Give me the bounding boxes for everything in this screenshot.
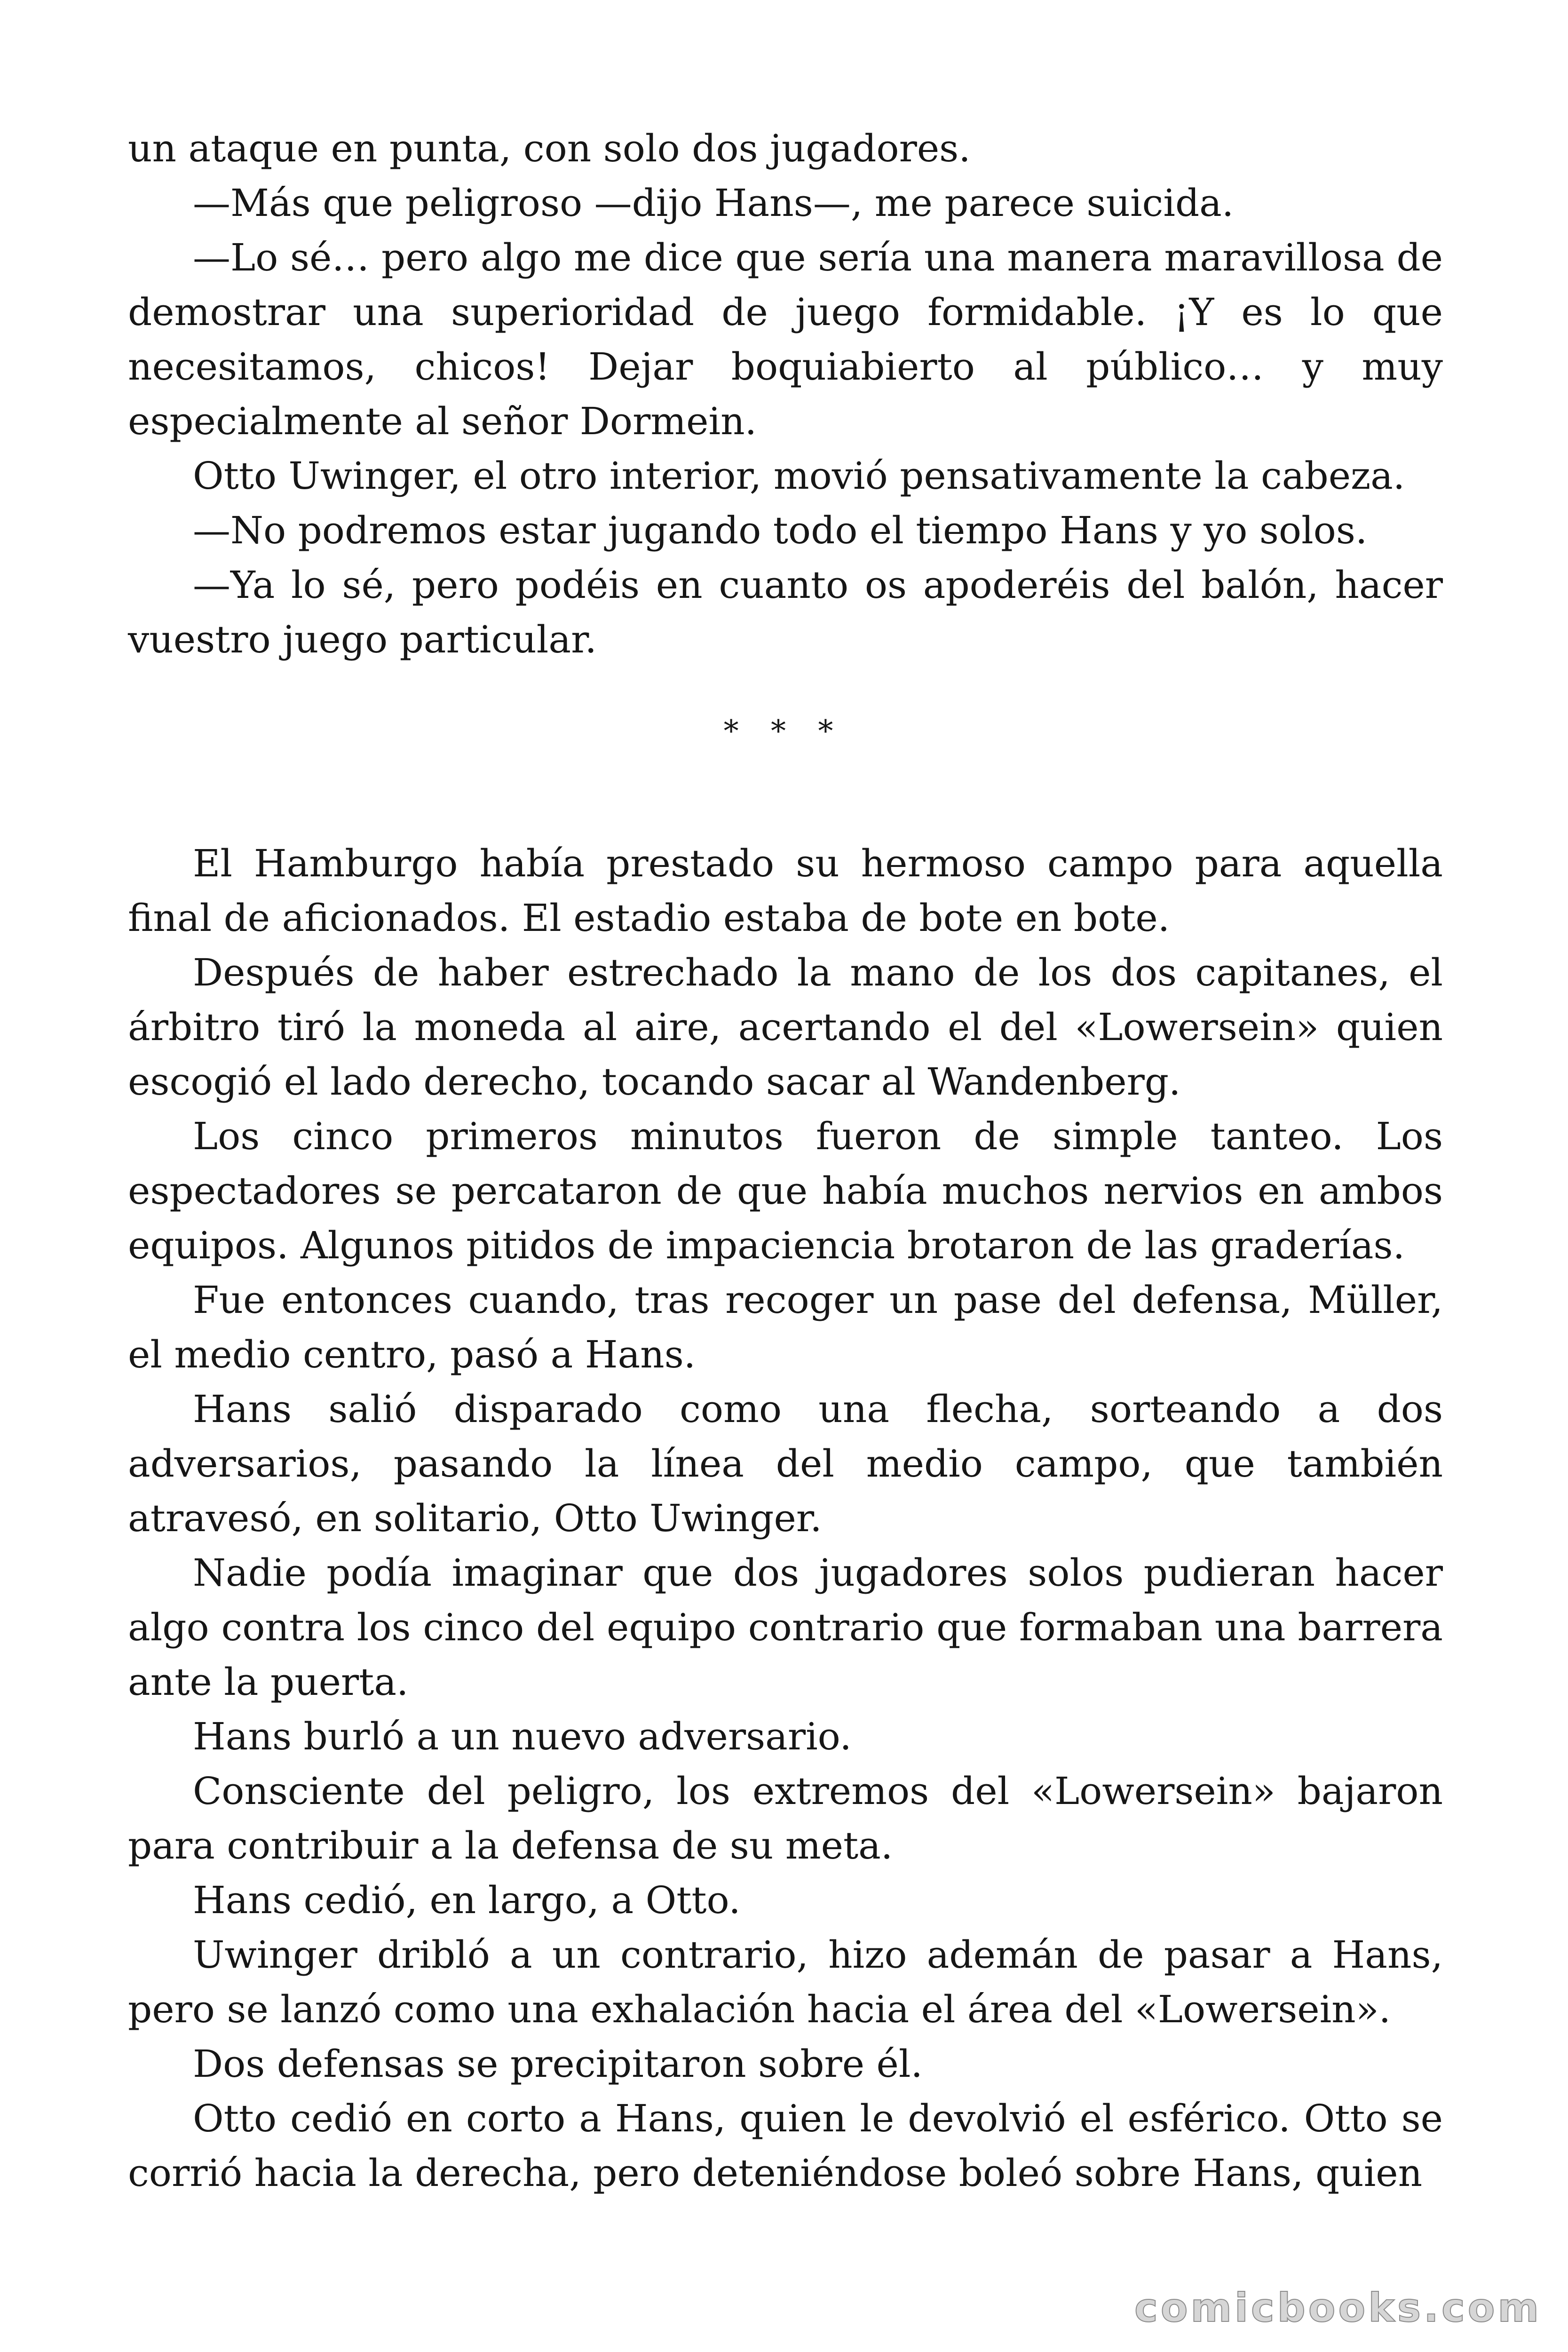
paragraph: Después de haber estrechado la mano de los dos capitanes, el árbitro tiró la moneda al aire, acertando el del «Lowersein» quien escogió el lado derecho, tocando sacar al Wandenberg. [128,951,1443,1104]
paragraph: un ataque en punta, con solo dos jugadores. [128,127,971,170]
watermark-logo: comicbooks.com [1134,2285,1542,2331]
paragraph: Hans burló a un nuevo adversario. [193,1715,852,1758]
paragraph: Los cinco primeros minutos fueron de simple tanteo. Los espectadores se percataron de que había muchos nervios en ambos equipos. Algunos pitidos de impaciencia brotaron de las graderías. [128,1114,1443,1267]
paragraph: —Ya lo sé, pero podéis en cuanto os apoderéis del balón, hacer vuestro juego particular. [128,563,1443,661]
paragraph: Fue entonces cuando, tras recoger un pase del defensa, Müller, el medio centro, pasó a Hans. [128,1278,1443,1376]
paragraph: Uwinger dribló a un contrario, hizo ademán de pasar a Hans, pero se lanzó como una exhalación hacia el área del «Lowersein». [128,1933,1443,2031]
paragraph: Dos defensas se precipitaron sobre él. [193,2042,923,2086]
paragraph: Nadie podía imaginar que dos jugadores solos pudieran hacer algo contra los cinco del equipo contrario que formaban una barrera ante la puerta. [128,1551,1443,1704]
paragraph: Otto Uwinger, el otro interior, movió pensativamente la cabeza. [193,454,1405,498]
section-separator: * * * [723,714,845,749]
top-text-section [128,121,1443,667]
paragraph: El Hamburgo había prestado su hermoso campo para aquella final de aficionados. El estadio estaba de bote en bote. [128,842,1443,940]
paragraph: —No podremos estar jugando todo el tiempo Hans y yo solos. [193,509,1368,552]
bottom-text-section [128,836,1443,2201]
paragraph: Hans salió disparado como una flecha, sorteando a dos adversarios, pasando la línea del medio campo, que también atravesó, en solitario, Otto Uwinger. [128,1387,1443,1540]
paragraph: Otto cedió en corto a Hans, quien le devolvió el esférico. Otto se corrió hacia la derecha, pero deteniéndose boleó sobre Hans, quien [128,2097,1443,2195]
paragraph: Hans cedió, en largo, a Otto. [193,1878,741,1922]
paragraph: —Más que peligroso —dijo Hans—, me parece suicida. [193,181,1234,225]
paragraph: Consciente del peligro, los extremos del «Lowersein» bajaron para contribuir a la defensa de su meta. [128,1769,1443,1867]
paragraph: —Lo sé… pero algo me dice que sería una manera maravillosa de demostrar una superioridad de juego formidable. ¡Y es lo que necesitamos, chicos! Dejar boquiabierto al público… y muy especialmente al señor Dormein. [128,236,1443,443]
